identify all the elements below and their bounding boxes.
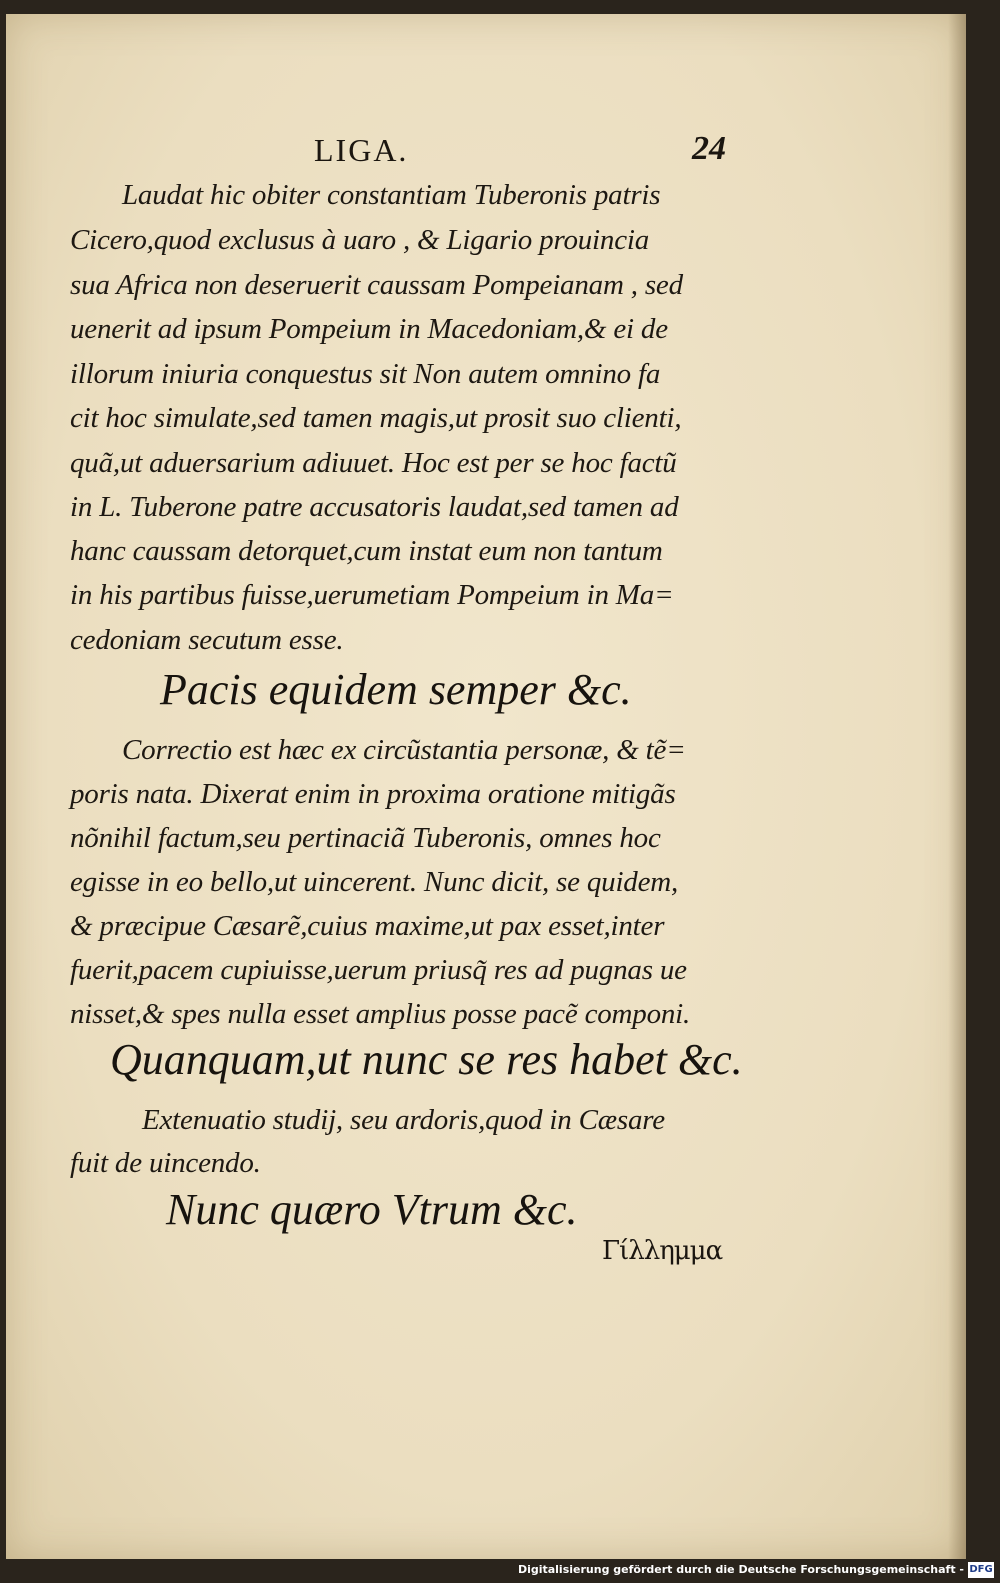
lemma-heading: Pacis equidem semper &c. (160, 665, 632, 714)
body-line: Correctio est hæc ex circũstantia personæ, & tẽ= (122, 734, 686, 766)
body-line: & præcipue Cæsarẽ,cuius maxime,ut pax esset,inter (70, 910, 665, 942)
page-number: 24 (692, 130, 726, 167)
running-head: LIGA. (314, 132, 409, 168)
body-line: illorum iniuria conquestus sit Non autem omnino fa (70, 358, 661, 390)
dfg-logo: DFG (968, 1562, 994, 1578)
body-line: Laudat hic obiter constantiam Tuberonis patris (122, 179, 661, 211)
body-line: in L. Tuberone patre accusatoris laudat,sed tamen ad (70, 491, 679, 523)
body-line: quã,ut aduersarium adiuuet. Hoc est per se hoc factũ (70, 447, 677, 479)
body-line: Extenuatio studij, seu ardoris,quod in Cæsare (142, 1104, 665, 1136)
digitization-credit: Digitalisierung gefördert durch die Deutsche Forschungsgemeinschaft - (517, 1563, 964, 1576)
lemma-heading: Nunc quæro Vtrum &c. (166, 1185, 578, 1234)
body-line: cedoniam secutum esse. (70, 624, 344, 656)
body-line: cit hoc simulate,sed tamen magis,ut prosit suo clienti, (70, 402, 682, 434)
body-line: poris nata. Dixerat enim in proxima oratione mitigãs (70, 778, 676, 810)
body-line: sua Africa non deseruerit caussam Pompeianam , sed (70, 269, 683, 301)
body-line: uenerit ad ipsum Pompeium in Macedoniam,& ei de (70, 313, 668, 345)
body-line: nõnihil factum,seu pertinaciã Tuberonis, omnes hoc (70, 822, 661, 854)
book-page (6, 14, 966, 1559)
body-line: hanc caussam detorquet,cum instat eum non tantum (70, 535, 663, 567)
body-line: in his partibus fuisse,uerumetiam Pompeium in Ma= (70, 579, 674, 611)
body-line: Cicero,quod exclusus à uaro , & Ligario prouincia (70, 224, 650, 256)
body-line: fuit de uincendo. (70, 1147, 261, 1179)
body-line: fuerit,pacem cupiuisse,uerum priusq̃ res ad pugnas ue (70, 954, 687, 986)
catchword: Γίλλημμα (602, 1236, 723, 1266)
lemma-heading: Quanquam,ut nunc se res habet &c. (110, 1035, 743, 1084)
page-edge-shadow (948, 14, 966, 1559)
body-line: nisset,& spes nulla esset amplius posse pacẽ componi. (70, 998, 691, 1030)
body-line: egisse in eo bello,ut uincerent. Nunc dicit, se quidem, (70, 866, 679, 898)
